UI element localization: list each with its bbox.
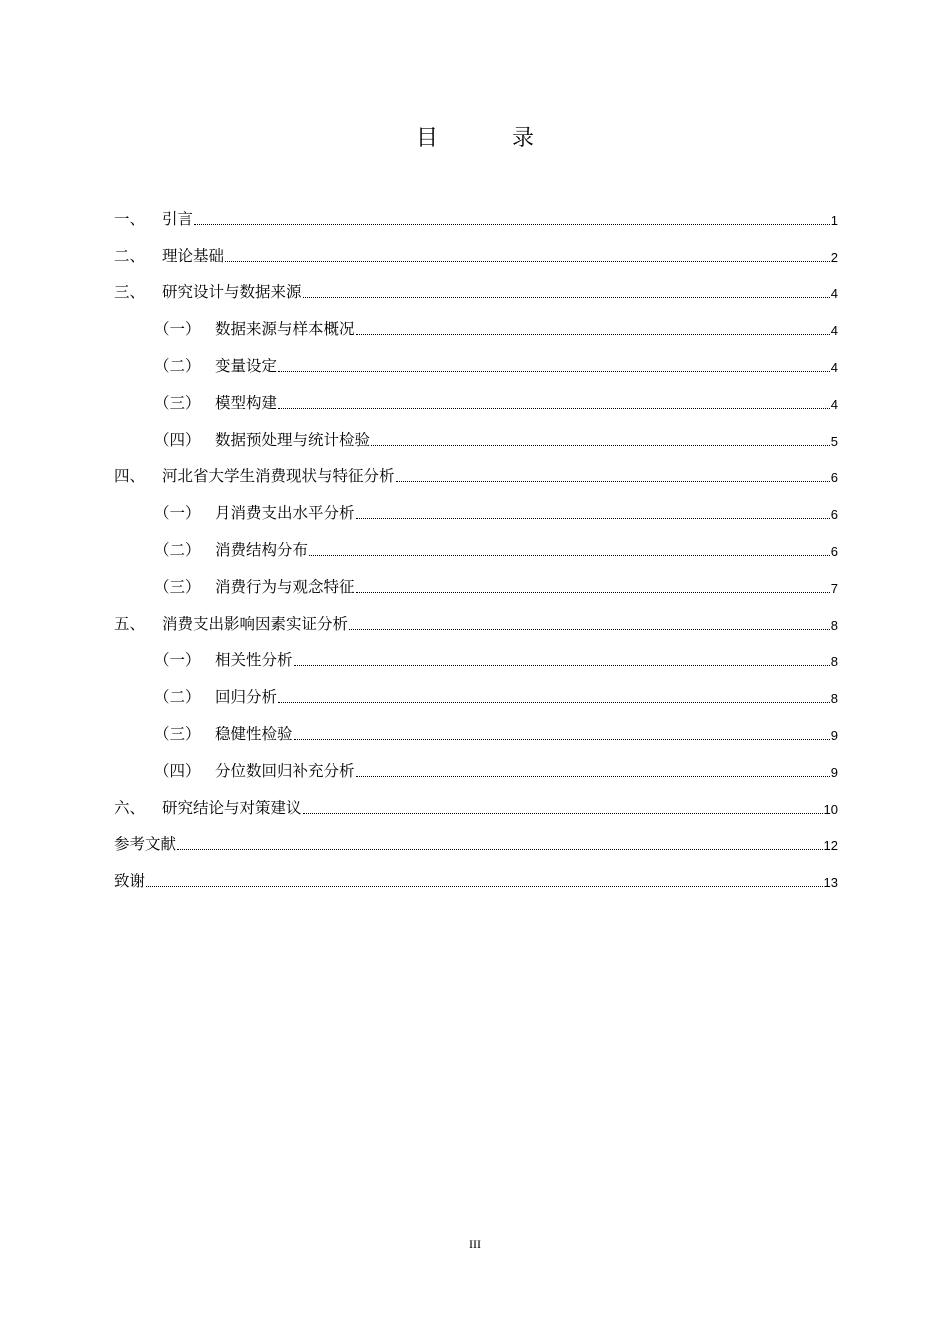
toc-subentry[interactable] <box>114 345 838 382</box>
toc-entry[interactable] <box>114 198 838 235</box>
toc-entry-page: 9 <box>830 727 838 743</box>
toc-dot-leader <box>278 701 830 703</box>
toc-dot-leader <box>278 407 830 409</box>
toc-dot-leader <box>146 885 823 887</box>
toc-subentry[interactable] <box>114 419 838 456</box>
toc-dot-leader <box>356 775 830 777</box>
toc-entry-label: 河北省大学生消费现状与特征分析 <box>162 467 395 486</box>
toc-entry-number: （一） <box>154 651 201 670</box>
toc-entry-label: 模型构建 <box>215 393 278 412</box>
toc-entry[interactable] <box>114 235 838 272</box>
toc-entry-acknowledgements[interactable] <box>114 860 838 897</box>
toc-entry-number: 一、 <box>114 209 146 228</box>
toc-entry-page: 4 <box>830 323 838 339</box>
toc-dot-leader <box>303 812 823 814</box>
toc-entry-number: （二） <box>154 688 201 707</box>
toc-entry-page: 12 <box>823 838 838 854</box>
toc-entry-page: 9 <box>830 764 838 780</box>
toc-entry-label: 参考文献 <box>114 835 177 854</box>
toc-entry-number: （一） <box>154 320 201 339</box>
toc-entry-label: 相关性分析 <box>215 651 293 670</box>
toc-dot-leader <box>278 370 830 372</box>
toc-subentry[interactable] <box>114 640 838 677</box>
toc-subentry[interactable] <box>114 566 838 603</box>
toc-entry-label: 数据预处理与统计检验 <box>215 430 371 449</box>
toc-dot-leader <box>303 296 830 298</box>
toc-subentry[interactable] <box>114 492 838 529</box>
toc-entry-number: 三、 <box>114 283 146 302</box>
toc-entry-label: 致谢 <box>114 872 146 891</box>
toc-entry-page: 10 <box>823 801 838 817</box>
toc-entry-number: 六、 <box>114 798 146 817</box>
toc-entry-label: 回归分析 <box>215 688 278 707</box>
toc-dot-leader <box>396 480 830 482</box>
toc-entry-page: 2 <box>830 249 838 265</box>
toc-subentry[interactable] <box>114 676 838 713</box>
toc-dot-leader <box>194 223 830 225</box>
toc-entry-number: （四） <box>154 430 201 449</box>
toc-dot-leader <box>309 554 830 556</box>
toc-entry-page: 8 <box>830 617 838 633</box>
toc-entry-page: 6 <box>830 507 838 523</box>
toc-entry[interactable] <box>114 272 838 309</box>
toc-entry-page: 6 <box>830 543 838 559</box>
toc-entry-page: 13 <box>823 875 838 891</box>
toc-entry-label: 稳健性检验 <box>215 724 293 743</box>
toc-dot-leader <box>294 664 830 666</box>
toc-entry-number: （二） <box>154 356 201 375</box>
toc-entry-number: （一） <box>154 504 201 523</box>
toc-dot-leader <box>177 848 823 850</box>
toc-entry-label: 消费支出影响因素实证分析 <box>162 614 349 633</box>
toc-dot-leader <box>356 333 830 335</box>
toc-entry-label: 消费行为与观念特征 <box>215 577 355 596</box>
toc-entry[interactable] <box>114 787 838 824</box>
toc-entry-label: 引言 <box>162 209 194 228</box>
toc-entry-page: 5 <box>830 433 838 449</box>
toc-entry-label: 月消费支出水平分析 <box>215 504 355 523</box>
toc-entry-label: 变量设定 <box>215 356 278 375</box>
toc-entry-page: 6 <box>830 470 838 486</box>
toc-entry-number: （三） <box>154 577 201 596</box>
toc-entry-page: 8 <box>830 691 838 707</box>
toc-entry-label: 消费结构分布 <box>215 540 309 559</box>
toc-entry-label: 分位数回归补充分析 <box>215 761 355 780</box>
toc-subentry[interactable] <box>114 529 838 566</box>
page-title: 目 录 <box>415 126 560 151</box>
toc-entry-number: （三） <box>154 393 201 412</box>
toc-entry-page: 8 <box>830 654 838 670</box>
toc-entry-page: 4 <box>830 359 838 375</box>
toc-dot-leader <box>356 517 830 519</box>
toc-dot-leader <box>349 628 830 630</box>
toc-entry[interactable] <box>114 603 838 640</box>
toc-subentry[interactable] <box>114 308 838 345</box>
toc-entry-label: 研究结论与对策建议 <box>162 798 302 817</box>
toc-entry[interactable] <box>114 456 838 493</box>
toc-entry-number: （二） <box>154 540 201 559</box>
toc-entry-number: 五、 <box>114 614 146 633</box>
toc-entry-page: 4 <box>830 286 838 302</box>
toc-entry-number: （三） <box>154 724 201 743</box>
toc-entry-number: 四、 <box>114 467 146 486</box>
toc-dot-leader <box>371 444 830 446</box>
toc-entry-label: 理论基础 <box>162 246 225 265</box>
toc-entry-page: 7 <box>830 580 838 596</box>
toc-entry-number: 二、 <box>114 246 146 265</box>
page-number: III <box>469 1237 481 1251</box>
toc-entry-number: （四） <box>154 761 201 780</box>
toc-entry-references[interactable] <box>114 824 838 861</box>
toc-entry-label: 研究设计与数据来源 <box>162 283 302 302</box>
toc-dot-leader <box>356 591 830 593</box>
toc-dot-leader <box>225 260 830 262</box>
toc-subentry[interactable] <box>114 750 838 787</box>
toc-subentry[interactable] <box>114 713 838 750</box>
toc-entry-page: 4 <box>830 396 838 412</box>
table-of-contents <box>114 198 838 897</box>
toc-entry-label: 数据来源与样本概况 <box>215 320 355 339</box>
toc-entry-page: 1 <box>830 212 838 228</box>
toc-subentry[interactable] <box>114 382 838 419</box>
toc-dot-leader <box>294 738 830 740</box>
